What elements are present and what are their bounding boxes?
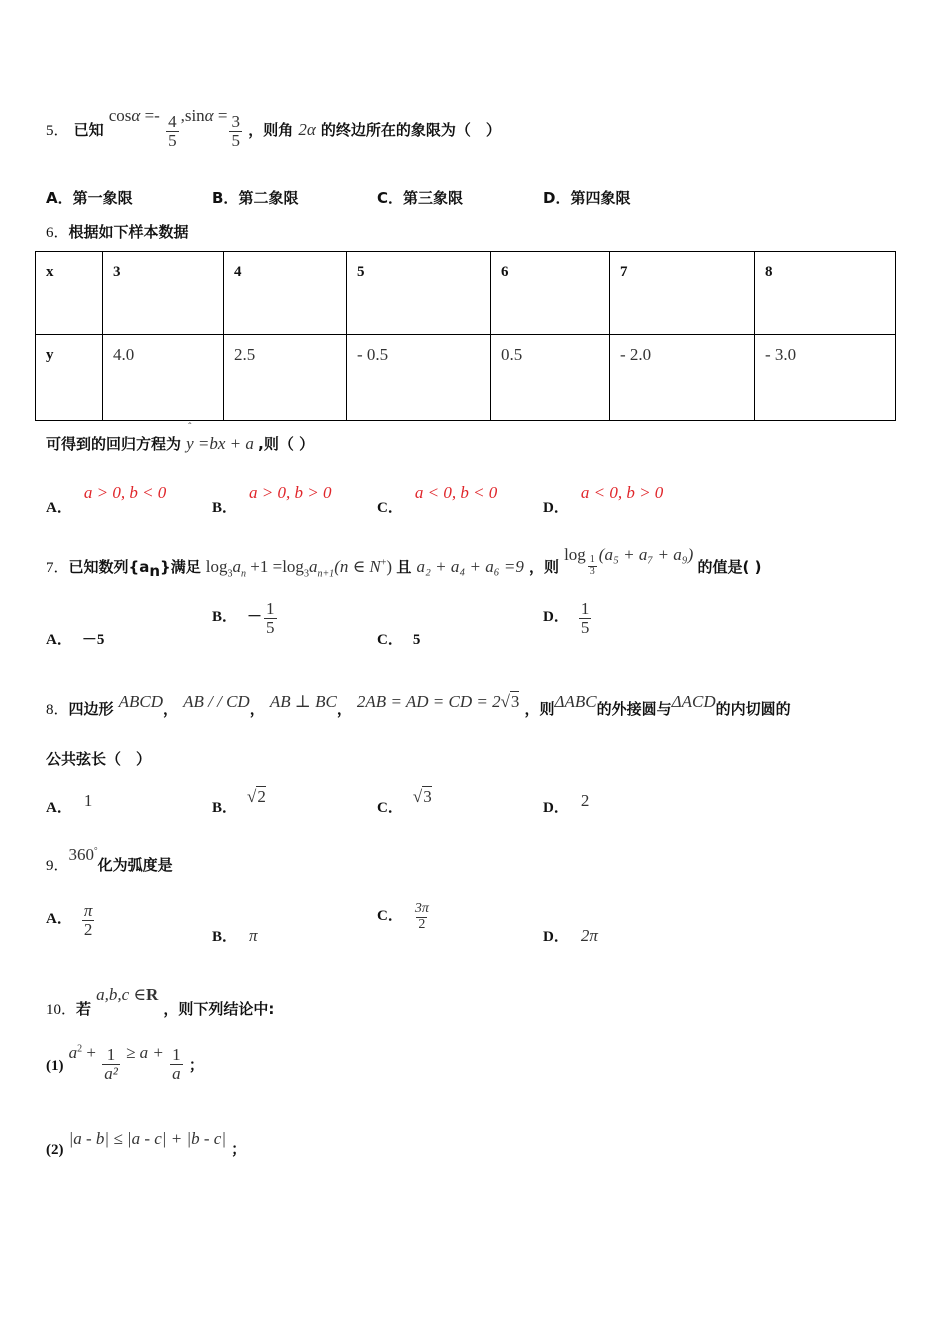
q10-prefix: 若 [76,1000,92,1018]
q6-follow-prefix: 可得到的回归方程为 [46,435,182,453]
q7-sub-n: n [149,562,161,581]
cos-text: cos [108,106,132,126]
denominator: a² [104,1063,118,1083]
sqrt-icon: √ [247,787,257,806]
q10-vars: a,b,c ∈ [96,985,147,1004]
option-label: B． [212,189,239,207]
condition: (n ∈ N [334,557,381,576]
q6-text: 根据如下样本数据 [68,223,189,241]
q10-statement-1 [46,1040,204,1083]
q10-suffix: ，则下列结论中: [163,1000,275,1018]
table-cell: 0.5 [491,335,610,421]
equals-minus: =- [144,106,160,126]
q7-log-expression [564,545,697,577]
q8-line2: 公共弦长（ ） [46,750,152,768]
statement-label: (1) [46,1058,64,1075]
option-label: D． [543,929,569,945]
q6-follow-suffix: ,则（ ） [258,435,315,453]
q8-parallel: AB / / CD [183,692,250,711]
numerator: 1 [266,599,275,618]
denominator: 5 [168,130,177,150]
q7-log-equation [205,557,397,580]
option-text: 2 [580,791,590,810]
alpha-symbol: α [204,106,214,126]
a-term: a [68,1043,78,1063]
fraction-pi-2 [82,902,95,939]
superscript-plus: + [380,557,387,569]
q5-stem [46,103,501,151]
q6-option-b[interactable] [212,482,332,516]
option-label: C． [377,800,403,816]
q5-option-b[interactable] [212,187,298,208]
alpha-symbol: α [131,106,141,126]
numerator: 1 [589,554,595,566]
q8-option-c[interactable] [377,786,432,816]
q8-equation [357,691,520,711]
q8-perp: AB ⊥ BC [269,692,337,711]
q5-number: 5． [46,123,69,140]
option-label: D． [543,189,571,207]
table-cell: 7 [610,252,755,335]
q8-option-b[interactable] [212,786,266,816]
log-args: (a₅ + a₇ + a₉) [598,545,694,564]
option-label: C． [377,189,404,207]
q7-option-b[interactable] [212,600,279,637]
q8-number: 8． [46,702,69,718]
numerator: 3 [231,112,240,131]
option-text: 第四象限 [570,189,631,207]
option-text: a < 0, b > 0 [580,483,664,502]
equation-text: 2AB = AD = CD = 2 [356,692,501,711]
log-text: log [564,545,586,564]
option-label: C． [377,632,403,648]
table-cell: 6 [491,252,610,335]
option-label: B． [212,800,238,816]
option-label: C． [377,500,403,516]
q7-option-c[interactable] [377,628,420,649]
minus-sign: － [247,608,263,625]
q8-abcd: ABCD [118,692,164,711]
option-text: 第三象限 [403,189,464,207]
base-fraction-1-3 [588,555,597,577]
fraction-1-5 [264,600,277,637]
option-label: A． [46,632,72,648]
option-label: A． [46,910,72,927]
inequality-1 [68,1043,189,1083]
q8-option-d[interactable] [543,790,590,816]
ge-a-plus: ≥ a + [126,1043,164,1063]
table-header-x: x [36,252,103,335]
table-row-x [36,252,896,335]
table-row-y [36,335,896,421]
option-label: D． [543,608,569,625]
sin-text: ,sin [180,106,205,126]
q10-statement-2 [46,1128,247,1158]
q7-prefix: 已知数列{a [68,558,150,576]
q7-sum: a₂ + a₄ + a₆ =9 [416,557,524,576]
option-text: a > 0, b < 0 [83,483,167,502]
sample-data-table [35,251,896,421]
numerator: 4 [168,112,177,131]
q6-option-d[interactable] [543,482,664,516]
q10-stem [46,984,275,1018]
superscript-2: 2 [77,1043,83,1055]
denominator: 2 [418,916,426,932]
q5-prefix: 已知 [73,121,104,140]
denominator: 3 [589,565,595,577]
degree-symbol: ° [94,845,98,856]
numerator: 1 [580,599,590,618]
q5-option-c[interactable] [377,187,463,208]
denominator: 5 [580,617,590,637]
q8-tri2: ΔACD [671,692,716,711]
q8-prefix: 四边形 [68,700,114,718]
q8-sep: ， [249,700,265,718]
option-label: D． [543,800,569,816]
table-cell: 4 [224,252,347,335]
q5-two-alpha: 2α [298,120,316,140]
denominator: 2 [83,919,93,939]
q7-option-a[interactable] [46,628,104,649]
sqrt-icon: √ [412,787,423,806]
q8-sep: ， [336,700,352,718]
option-label: D． [543,500,569,516]
q10-number: 10． [46,1002,77,1018]
option-label: A． [46,800,72,816]
sqrt-radicand: 2 [257,787,266,806]
fraction-1-a [170,1046,183,1083]
option-text: 第一象限 [72,189,133,207]
hat-mark: ˆ [188,422,192,433]
fraction-4-5 [166,113,179,150]
q7-mid1: }满足 [160,558,201,576]
equals: = [217,106,228,126]
q6-option-a[interactable] [46,482,167,516]
table-cell: - 2.0 [610,335,755,421]
plus: + [86,1043,96,1063]
q9-option-a[interactable] [46,902,96,939]
option-text: －5 [81,632,105,648]
option-text: 第二象限 [238,189,299,207]
q8-tri1: ΔABC [554,692,597,711]
q9-text: 化为弧度是 [97,856,173,874]
option-label: A． [46,500,72,516]
regression-equation [186,422,258,453]
fraction-3pi-2 [413,902,431,932]
q8-mid2: 的外接圆与 [596,700,672,718]
table-cell: 2.5 [224,335,347,421]
q8-stem [46,691,791,718]
option-label: C． [377,907,403,924]
option-label: B． [212,500,238,516]
option-text: π [249,926,258,945]
option-text: a < 0, b < 0 [414,483,498,502]
table-cell: 4.0 [103,335,224,421]
q7-suffix: 的值是( ) [697,558,762,576]
q9-option-b[interactable] [212,925,258,946]
q9-value: 360 [68,845,95,864]
q9-stem [46,844,173,874]
numerator: 3π [414,901,429,916]
statement-end: ； [231,1140,247,1158]
a-term: a [232,557,242,576]
condition-end: ) [386,557,393,576]
option-label: A． [46,189,73,207]
q6-option-c[interactable] [377,482,498,516]
sqrt-icon: √ [500,692,510,711]
statement-end: ； [188,1056,204,1075]
q5-formula [108,106,248,150]
q10-R: R [146,985,159,1004]
q7-comma: ，则 [528,558,559,576]
q5-option-a[interactable] [46,187,133,208]
subscript-n: n [241,568,247,580]
q5-option-d[interactable] [543,187,630,208]
q9-option-d[interactable] [543,925,598,946]
plus-one-log: +1 =log [250,557,304,576]
table-cell: - 3.0 [755,335,896,421]
q5-suffix: 的终边所在的象限为（ ） [320,121,501,140]
q8-mid: ，则 [524,700,555,718]
option-label: B． [212,929,238,945]
subscript-n1: n+1 [317,568,335,580]
denominator: 5 [231,130,240,150]
numerator: 1 [106,1045,116,1064]
equation-text: y =bx + a [186,434,254,453]
option-text: 2π [580,926,598,945]
option-text: 5 [412,632,421,648]
q6-stem [46,221,189,242]
sqrt-radicand: 3 [510,692,520,711]
option-text: 1 [83,791,93,810]
statement-label: (2) [46,1142,64,1158]
table-cell: 8 [755,252,896,335]
a-term: a [308,557,318,576]
option-label: B． [212,608,238,625]
fraction-1-5 [579,600,592,637]
q7-option-d[interactable] [543,600,593,637]
table-header-y: y [36,335,103,421]
q9-option-c[interactable] [377,902,433,932]
numerator: 1 [172,1045,181,1064]
log-text: log [205,557,228,576]
q5-mid: ，则角 [248,121,294,140]
denominator: a [172,1063,181,1083]
q8-suffix: 的内切圆的 [715,700,791,718]
denominator: 5 [266,617,275,637]
q6-follow [46,422,315,454]
log-base: 3 [303,568,309,580]
option-text: a > 0, b > 0 [249,483,332,502]
q8-sep: ， [163,700,179,718]
q7-number: 7． [46,560,69,576]
fraction-3-5 [229,113,242,150]
log-base: 3 [227,568,233,580]
sqrt-radicand: 3 [423,787,432,806]
q8-option-a[interactable] [46,790,93,816]
q6-number: 6． [46,225,69,241]
q7-stem [46,545,762,581]
table-cell: 3 [103,252,224,335]
table-cell: 5 [347,252,491,335]
numerator: π [83,901,93,920]
inequality-2: |a - b| ≤ |a - c| + |b - c| [68,1129,227,1148]
fraction-1-a2 [102,1046,120,1083]
table-cell: - 0.5 [347,335,491,421]
q7-and: 且 [396,558,412,576]
q9-number: 9． [46,858,69,874]
